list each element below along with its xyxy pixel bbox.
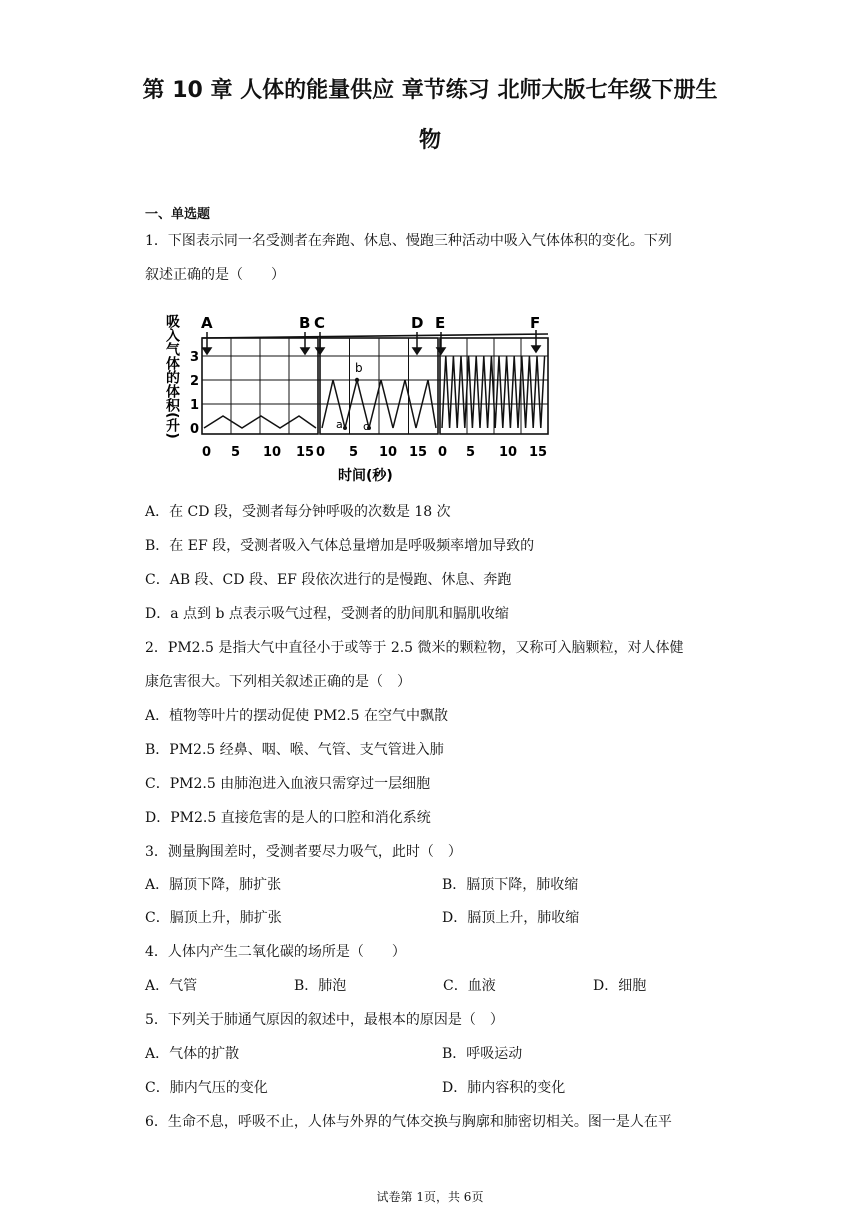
q5-stem: 5．下列关于肺通气原因的叙述中，最根本的原因是（ ） [145,1012,504,1028]
q1-option-a: A．在 CD 段，受测者每分钟呼吸的次数是 18 次 [145,504,451,520]
q4-option-a: A．气管 [145,978,198,994]
q6-stem: 6．生命不息，呼吸不止，人体与外界的气体交换与胸廓和肺密切相关。图一是人在平 [145,1114,672,1130]
x-tick-label: 15 [296,445,315,460]
x-tick-label: 10 [263,445,282,460]
title-line-1: 第 10 章 人体的能量供应 章节练习 北师大版七年级下册生 [142,78,718,103]
marker-label: F [530,314,541,332]
q1-stem-line1: 1．下图表示同一名受测者在奔跑、休息、慢跑三种活动中吸入气体体积的变化。下列 [145,233,672,249]
x-tick-label: 5 [349,445,359,460]
x-tick-label: 5 [231,445,241,460]
x-tick-label: 5 [466,445,476,460]
graph-xlabel: 时间(秒) [338,468,393,484]
q2-option-c: C．PM2.5 由肺泡进入血液只需穿过一层细胞 [145,776,431,792]
q5-option-b: B．呼吸运动 [442,1046,523,1062]
q4-stem: 4．人体内产生二氧化碳的场所是（ ） [145,944,406,960]
y-tick-label: 0 [190,422,200,437]
marker-label: B [299,314,311,332]
y-tick-label: 2 [190,374,200,389]
q2-option-a: A．植物等叶片的摆动促使 PM2.5 在空气中飘散 [145,708,449,724]
q4-option-d: D．细胞 [593,978,647,994]
q5-option-a: A．气体的扩散 [145,1046,240,1062]
marker-label: E [435,314,446,332]
page-title [130,66,730,166]
x-tick-label: 0 [202,445,212,460]
q2-option-d: D．PM2.5 直接危害的是人的口腔和消化系统 [145,810,431,826]
q1-option-c: C．AB 段、CD 段、EF 段依次进行的是慢跑、休息、奔跑 [145,572,512,588]
q2-option-b: B．PM2.5 经鼻、咽、喉、气管、支气管进入肺 [145,742,444,758]
graph-ylabel: 吸入气体的体积(升) [164,314,180,439]
y-tick-label: 1 [190,398,200,413]
q4-option-b: B．肺泡 [294,978,347,994]
section-heading: 一、单选题 [145,207,211,222]
q1-figure [160,310,560,494]
y-tick-label: 3 [190,350,200,365]
page-footer: 试卷第 1页，共 6页 [376,1190,484,1204]
q5-option-c: C．肺内气压的变化 [145,1080,268,1096]
q3-option-d: D．膈顶上升，肺收缩 [442,910,580,926]
x-tick-label: 0 [438,445,448,460]
q1-option-d: D．a 点到 b 点表示吸气过程，受测者的肋间肌和膈肌收缩 [145,606,509,622]
breathing-volume-graph [160,310,560,490]
q3-option-c: C．膈顶上升，肺扩张 [145,910,282,926]
q1-option-b: B．在 EF 段，受测者吸入气体总量增加是呼吸频率增加导致的 [145,538,535,554]
q2-stem-line1: 2．PM2.5 是指大气中直径小于或等于 2.5 微米的颗粒物，又称可入脑颗粒，对人体健 [145,640,684,656]
x-tick-label: 10 [499,445,518,460]
x-tick-label: 15 [529,445,548,460]
title-line-2: 物 [418,128,441,153]
x-tick-label: 0 [316,445,326,460]
marker-label: C [314,314,326,332]
q5-option-d: D．肺内容积的变化 [442,1080,566,1096]
q4-option-c: C．血液 [443,978,496,994]
q3-stem: 3．测量胸围差时，受测者要尽力吸气，此时（ ） [145,844,462,860]
q3-option-b: B．膈顶下降，肺收缩 [442,877,579,893]
point-c-label: c [363,420,370,433]
q2-stem-line2: 康危害很大。下列相关叙述正确的是（ ） [145,674,411,690]
x-tick-label: 10 [379,445,398,460]
marker-label: D [411,314,424,332]
x-tick-label: 15 [409,445,428,460]
q1-stem-line2: 叙述正确的是（ ） [145,267,285,283]
marker-label: A [201,314,213,332]
point-b-label: b [355,361,363,375]
point-a-label: a [336,418,343,431]
q3-option-a: A．膈顶下降，肺扩张 [145,877,282,893]
